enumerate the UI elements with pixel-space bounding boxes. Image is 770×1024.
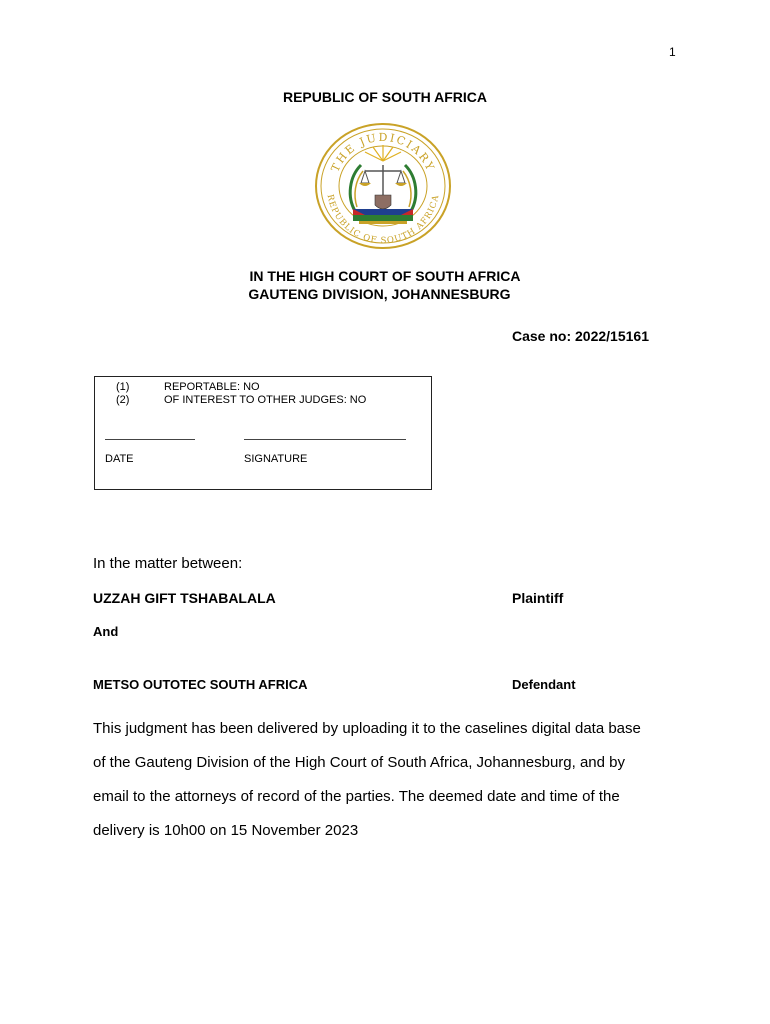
and-label: And xyxy=(93,624,119,639)
item-number: (2) xyxy=(116,394,130,406)
matter-intro: In the matter between: xyxy=(93,555,243,572)
signature-label: SIGNATURE xyxy=(244,453,308,465)
court-name: IN THE HIGH COURT OF SOUTH AFRICA xyxy=(249,268,521,284)
plaintiff-name: UZZAH GIFT TSHABALALA xyxy=(93,590,276,606)
defendant-role: Defendant xyxy=(512,677,576,692)
delivery-notice xyxy=(93,712,673,848)
court-heading xyxy=(0,267,770,303)
item-text: REPORTABLE: NO xyxy=(164,381,260,393)
defendant-name: METSO OUTOTEC SOUTH AFRICA xyxy=(93,677,308,692)
delivery-line: of the Gauteng Division of the High Court of South Africa, Johannesburg, and by xyxy=(93,754,625,771)
page-number: 1 xyxy=(669,45,676,59)
reportable-item xyxy=(116,381,260,393)
item-text: OF INTEREST TO OTHER JUDGES: NO xyxy=(164,394,367,406)
svg-text:REPUBLIC OF SOUTH AFRICA: REPUBLIC OF SOUTH AFRICA xyxy=(324,193,442,247)
date-line xyxy=(105,439,195,440)
signature-line xyxy=(244,439,406,440)
delivery-line: This judgment has been delivered by uploading it to the caselines digital data base xyxy=(93,720,641,737)
date-label: DATE xyxy=(105,453,134,465)
case-number: Case no: 2022/15161 xyxy=(512,328,649,344)
delivery-line: email to the attorneys of record of the parties. The deemed date and time of the xyxy=(93,788,620,805)
interest-item xyxy=(116,394,366,406)
svg-text:THE JUDICIARY: THE JUDICIARY xyxy=(328,130,438,174)
item-number: (1) xyxy=(116,381,130,393)
delivery-line: delivery is 10h00 on 15 November 2023 xyxy=(93,822,359,839)
judiciary-seal xyxy=(313,121,453,251)
republic-heading: REPUBLIC OF SOUTH AFRICA xyxy=(282,89,488,105)
court-division: GAUTENG DIVISION, JOHANNESBURG xyxy=(248,286,511,302)
reportable-box xyxy=(94,376,432,490)
plaintiff-role: Plaintiff xyxy=(512,590,564,606)
